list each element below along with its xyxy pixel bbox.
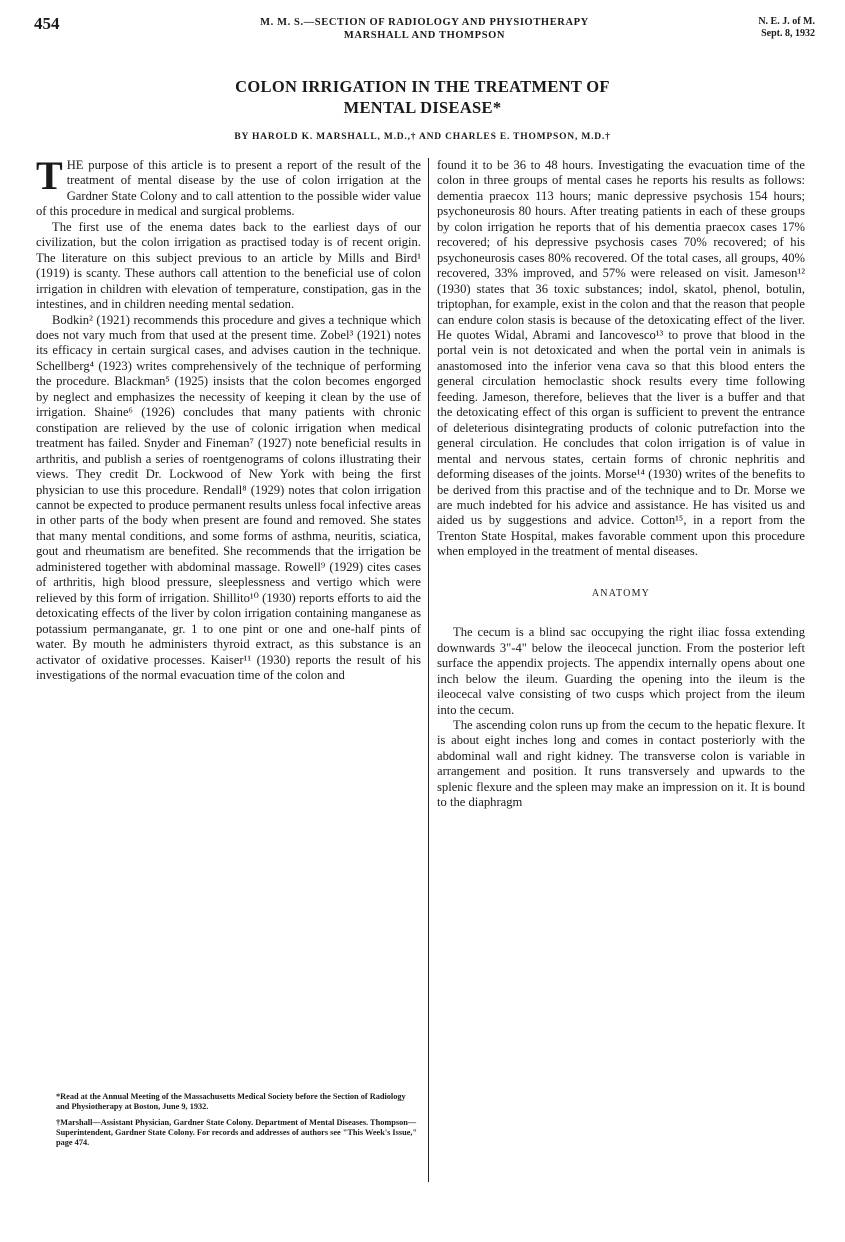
section-line: M. M. S.—SECTION OF RADIOLOGY AND PHYSIOTHERAPY: [260, 17, 589, 28]
paragraph: The cecum is a blind sac occupying the right iliac fossa extending downwards 3"-4" below the ileocecal junction. From the posterior left surface the appendix projects. The appendix internally opens about one inch below the ileum. Guarding the opening into the ileum is the ileocecal valve consisting of two cusps which project from the ileum into the cecum.: [437, 625, 805, 717]
page-number: 454: [34, 14, 60, 33]
column-divider: [428, 158, 429, 1182]
title-line: COLON IRRIGATION IN THE TREATMENT OF: [235, 77, 610, 96]
paragraph: The first use of the enema dates back to the earliest days of our civilization, but the colon irrigation as practised today is of recent origin. The literature on this subject previous to an article by Mills and Bird¹ (1919) is scanty. These authors call attention to the beneficial use of colon irrigation in children with elevation of temperature, constipation, gas in the intestines, and in children needing mental sedation.: [36, 219, 421, 312]
journal-reference: [758, 16, 815, 40]
paragraph: found it to be 36 to 48 hours. Investigating the evacuation time of the colon in three groups of mental cases he reports his results as follows: dementia praecox 113 hours; manic depressive psychosis 154 hours; psychoneurosis 80 hours. After treating patients in each of these groups by colon irrigation he reports that of his dementia praecox cases 17% recovered; of his depressive psychosis cases 70% recovered; of his psychoneurosis cases 80% recovered. Of the total cases, all groups, 40% recovered, 33% improved, and 57% were released on visit. Jameson¹² (1930) states that 36 toxic substances; indol, skatol, phenol, botulin, triptophan, for example, exist in the colon and that the reason that people can endure colon stasis is because of the detoxicating effect of the liver. He quotes Widal, Abrami and Iancovesco¹³ to prove that blood in the portal vein is not detoxicated and when the portal vein in animals is anastomosed into the inferior vena cava so that this blood enters the general circulation hemoclastic shock results every time following feeding. Jameson, therefore, believes that the liver is a buffer and that the detoxicating effect of this organ is sufficient to prevent the entrance of deleterious disintegrating products of colonic putrefaction into the general circulation. He concludes that colon irrigation is of value in mental and nervous states, certain forms of chronic nephritis and deforming diseases of the joints. Morse¹⁴ (1930) writes of the benefits to be derived from this practise and of the technique and to Dr. Morse we are much indebted for his advice and assistance. He has visited us and aided us by suggestions and advice. Cotton¹⁵, in a report from the Trenton State Hospital, makes favorable comment upon this procedure when employed in the treatment of mental diseases.: [437, 158, 805, 559]
journal-name: N. E. J. of M.: [758, 16, 815, 27]
footnote: †Marshall—Assistant Physician, Gardner State Colony. Department of Mental Diseases. Thompson—Superintendent, Gardner State Colony. For records and addresses of authors see "This Week's Issue," page 474.: [56, 1118, 418, 1147]
byline: BY HAROLD K. MARSHALL, M.D.,† AND CHARLES E. THOMPSON, M.D.†: [234, 132, 611, 142]
paragraph: Bodkin² (1921) recommends this procedure and gives a technique which does not vary much from that used at the present time. Zobel³ (1921) notes its efficacy in certain surgical cases, and advises caution in the technique. Schellberg⁴ (1923) writes comprehensively of the technique of performing the procedure. Blackman⁵ (1925) insists that the colon becomes engorged by neglect and emphasizes the necessity of keeping it clean by the use of irrigation. Shaine⁶ (1926) concludes that many patients with chronic constipation are relieved by the use of colonic irrigation when medical treatment has failed. Snyder and Fineman⁷ (1927) note beneficial results in arthritis, and publish a series of roentgenograms of colons illustrating their views. They credit Dr. Lockwood of New York with being the first physician to use this procedure. Rendall⁸ (1929) notes that colon irrigation cannot be expected to produce permanent results unless focal infective areas in other parts of the body when present are found and removed. She states that many mental conditions, and some forms of asthma, neuritis, sciatica, gout and rheumatism are benefited. She recommends that the irrigation be administered together with abdominal massage. Rowell⁹ (1929) cites cases of arthritis, high blood pressure, sleeplessness and vertigo which were relieved by this form of irrigation. Shillito¹⁰ (1930) reports efforts to aid the detoxicating effects of the liver by colon irrigation containing manganese as potassium permanganate, gr. 1 to one pint or one and one-half pints of water. By mouth he administers thyroid extract, as this substance is an activator of oxidative processes. Kaiser¹¹ (1930) reports the result of his investigations of the normal evacuation time of the colon and: [36, 312, 421, 682]
footnotes: [56, 1092, 421, 1154]
paragraph: [36, 153, 421, 220]
left-column: [36, 153, 421, 683]
section-heading: ANATOMY: [591, 587, 651, 599]
running-header: [34, 12, 815, 52]
article-title: [80, 76, 765, 118]
issue-date: Sept. 8, 1932: [761, 28, 815, 39]
right-column: [437, 158, 805, 811]
section-header: [194, 16, 655, 42]
paragraph-text: HE purpose of this article is to present a report of the result of the treatment of mental disease by the use of colon irrigation at the Gardner State Colony and to call attention to the possible wider value of this procedure in medical and surgical problems.: [36, 158, 421, 219]
title-line: MENTAL DISEASE*: [343, 98, 502, 117]
drop-cap: T: [36, 153, 63, 198]
authors-line: MARSHALL AND THOMPSON: [343, 30, 506, 41]
footnote: *Read at the Annual Meeting of the Massachusetts Medical Society before the Section of Radiology and Physiotherapy at Boston, June 9, 1932.: [56, 1092, 406, 1111]
paragraph: The ascending colon runs up from the cecum to the hepatic flexure. It is about eight inches long and comes in contact posteriorly with the abdominal wall and right kidney. The transverse colon is variable in arrangement and position. It runs transversely and upwards to the splenic flexure and the spleen may make an impression on it. It is bound to the diaphragm: [437, 717, 805, 810]
